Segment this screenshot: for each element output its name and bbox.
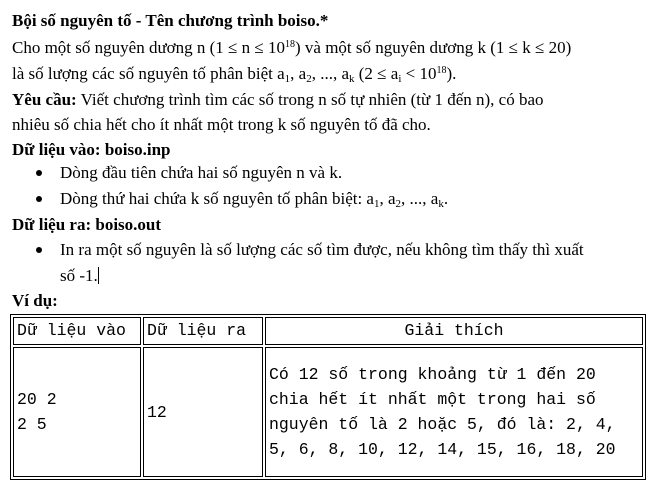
output-bullet-line-2 (60, 265, 99, 287)
table-row (13, 347, 643, 477)
intro-text: là số lượng các số nguyên tố phân biệt a (12, 64, 285, 83)
input-heading: Dữ liệu vào: boiso.inp (12, 140, 171, 159)
requirement-label: Yêu cầu: (12, 90, 77, 109)
intro-text: < 10 (401, 64, 437, 83)
bullet-text: . (443, 189, 449, 208)
bullet-icon (36, 247, 42, 253)
bullet-text: Dòng thứ hai chứa k số nguyên tố phân biệt: a (60, 189, 374, 208)
input-line-1: 20 2 (17, 390, 57, 409)
intro-text: ). (446, 64, 457, 83)
cell-explanation: Có 12 số trong khoảng từ 1 đến 20 chia hết ít nhất một trong hai số nguyên tố là 2 hoặc 5, đó là: 2, 4, 5, 6, 8, 10, 12, 14, 15, 16, 18, 20 (265, 347, 643, 477)
input-bullet-2 (60, 188, 448, 210)
intro-text: , a (290, 64, 307, 83)
problem-title: Bội số nguyên tố - Tên chương trình boiso.* (12, 11, 329, 30)
intro-text: ) và một số nguyên dương k (1 ≤ k ≤ 20) (294, 38, 572, 57)
bullet-icon (36, 170, 42, 176)
subscript: 1 (284, 73, 291, 85)
header-input: Dữ liệu vào (13, 317, 141, 345)
intro-line-2 (12, 63, 456, 85)
cell-input (13, 347, 141, 477)
superscript: 18 (436, 65, 447, 76)
requirement-text: Viết chương trình tìm các số trong n số tự nhiên (từ 1 đến n), có bao (76, 90, 544, 109)
example-table (10, 314, 646, 480)
input-line-2: 2 5 (17, 415, 47, 434)
bullet-text: số -1. (60, 266, 98, 285)
subscript: 2 (395, 198, 402, 210)
subscript: 1 (373, 198, 380, 210)
bullet-icon (36, 196, 42, 202)
input-bullet-1: Dòng đầu tiên chứa hai số nguyên n và k. (60, 163, 343, 182)
superscript: 18 (284, 39, 295, 50)
subscript: i (398, 73, 402, 85)
cell-output: 12 (143, 347, 263, 477)
output-heading: Dữ liệu ra: boiso.out (12, 215, 162, 234)
table-header-row (13, 317, 643, 345)
intro-text: , ..., a (311, 64, 350, 83)
text-cursor (98, 267, 99, 284)
subscript: k (349, 73, 355, 85)
intro-text: Cho một số nguyên dương n (1 ≤ n ≤ 10 (12, 38, 285, 57)
header-output: Dữ liệu ra (143, 317, 263, 345)
output-bullet-line-1: In ra một số nguyên là số lượng các số tìm được, nếu không tìm thấy thì xuất (60, 240, 584, 259)
bullet-text: , ..., a (401, 189, 439, 208)
header-explanation: Giải thích (265, 317, 643, 345)
intro-line-1 (12, 37, 571, 59)
subscript: 2 (306, 73, 312, 85)
bullet-text: , a (379, 189, 396, 208)
intro-text: (2 ≤ a (354, 64, 399, 83)
subscript: k (438, 198, 444, 210)
requirement-line-1 (12, 89, 544, 111)
example-heading: Ví dụ: (12, 291, 58, 310)
requirement-line-2: nhiêu số chia hết cho ít nhất một trong k số nguyên tố đã cho. (12, 115, 431, 134)
